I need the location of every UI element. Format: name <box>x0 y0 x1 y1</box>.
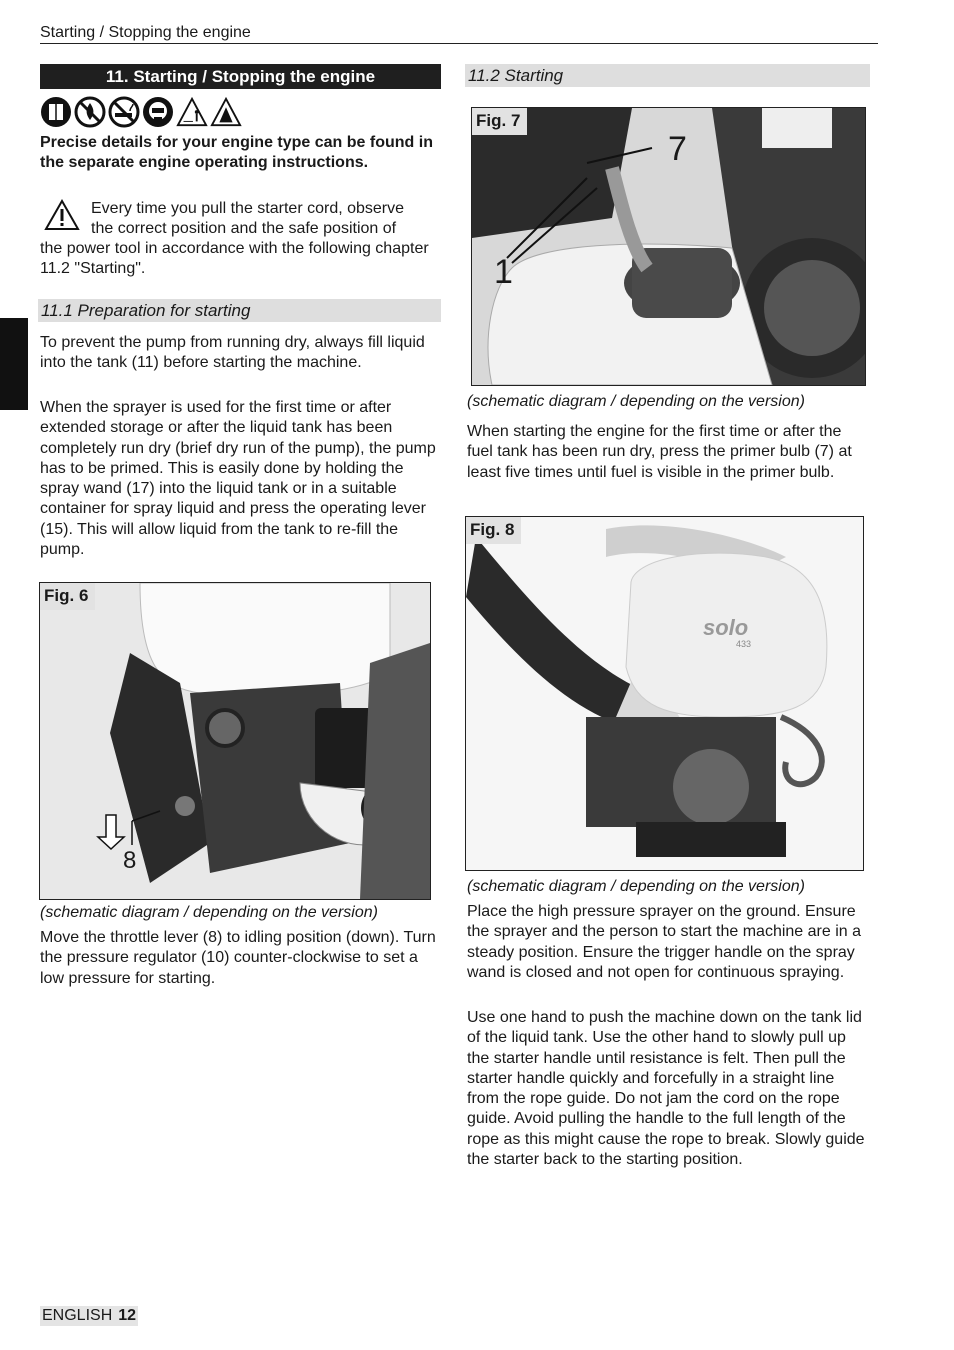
subsection-title-starting: 11.2 Starting <box>465 64 870 87</box>
figure-8-illustration <box>466 517 863 870</box>
prep-paragraph-2: When the sprayer is used for the first time or after extended storage or after the liquid tank has been completely run dry (brief dry run of the pump), the pump has to be primed. This is easily done by holding the spray wand (17) into the liquid tank or in a suitable container for spray liquid and press the operating lever (15). This will allow liquid from the tank to re-fill the pump. <box>40 399 436 559</box>
primer-paragraph: When starting the engine for the first time or after the fuel tank has been run dry, press the primer bulb (7) at least five times until fuel is visible in the primer bulb. <box>467 423 852 481</box>
read-manual-icon <box>40 96 72 128</box>
figure-8 <box>465 516 864 871</box>
figure-8-caption: (schematic diagram / depending on the version) <box>467 878 805 895</box>
figure-7-callout-1: 1 <box>494 253 513 291</box>
no-smoking-icon <box>108 96 140 128</box>
running-header: Starting / Stopping the engine <box>40 24 251 41</box>
keep-distance-icon <box>176 96 208 128</box>
figure-7-caption: (schematic diagram / depending on the version) <box>467 393 805 410</box>
hazard-warning-icon <box>210 96 242 128</box>
protective-gear-icon <box>142 96 174 128</box>
chapter-thumb-tab <box>0 318 28 410</box>
figure-7-label: Fig. 7 <box>472 108 527 135</box>
header-rule <box>40 43 878 44</box>
page-number: 12 <box>118 1307 137 1324</box>
figure-6-illustration <box>40 583 430 899</box>
placement-paragraph: Place the high pressure sprayer on the ground. Ensure the sprayer and the person to start the machine are in a steady position. Ensure the trigger handle on the spray wand is closed and not open for continuous spraying. <box>467 903 862 981</box>
subsection-title-preparation: 11.1 Preparation for starting <box>38 299 441 322</box>
warning-line-2: the correct position and the safe position of <box>91 220 397 237</box>
throttle-paragraph: Move the throttle lever (8) to idling position (down). Turn the pressure regulator (10) counter-clockwise to set a low pressure for starting. <box>40 929 436 987</box>
section-title: 11. Starting / Stopping the engine <box>40 64 441 89</box>
figure-6-caption: (schematic diagram / depending on the version) <box>40 904 378 921</box>
warning-line-3: the power tool in accordance with the following chapter 11.2 "Starting". <box>40 240 429 278</box>
prep-paragraph-1: To prevent the pump from running dry, always fill liquid into the tank (11) before starting the machine. <box>40 334 425 372</box>
figure-7-callout-7: 7 <box>668 130 687 168</box>
footer-language: ENGLISH <box>42 1307 113 1324</box>
intro-bold-text: Precise details for your engine type can be found in the separate engine operating instructions. <box>40 134 433 172</box>
safety-icons <box>40 96 242 130</box>
figure-8-brand: solo <box>703 615 749 640</box>
figure-8-model: 433 <box>736 639 752 649</box>
figure-6-label: Fig. 6 <box>40 583 95 610</box>
figure-7 <box>471 107 866 386</box>
page-footer <box>40 1306 138 1326</box>
figure-8-label: Fig. 8 <box>466 517 521 544</box>
figure-6 <box>39 582 431 900</box>
no-fire-icon <box>74 96 106 128</box>
figure-6-callout: 8 <box>123 847 137 874</box>
warning-line-1: Every time you pull the starter cord, observe <box>91 200 405 217</box>
pull-starter-paragraph: Use one hand to push the machine down on the tank lid of the liquid tank. Use the other hand to slowly pull up the starter handle until resistance is felt. Then pull the starter handle quickly and forcefully in a straight line from the rope guide. Do not jam the cord on the rope guide. Avoid pulling the handle to the full length of the rope as this might cause the rope to break. Slowly guide the starter back to the starting position. <box>467 1009 865 1169</box>
warning-triangle-icon <box>44 199 80 231</box>
